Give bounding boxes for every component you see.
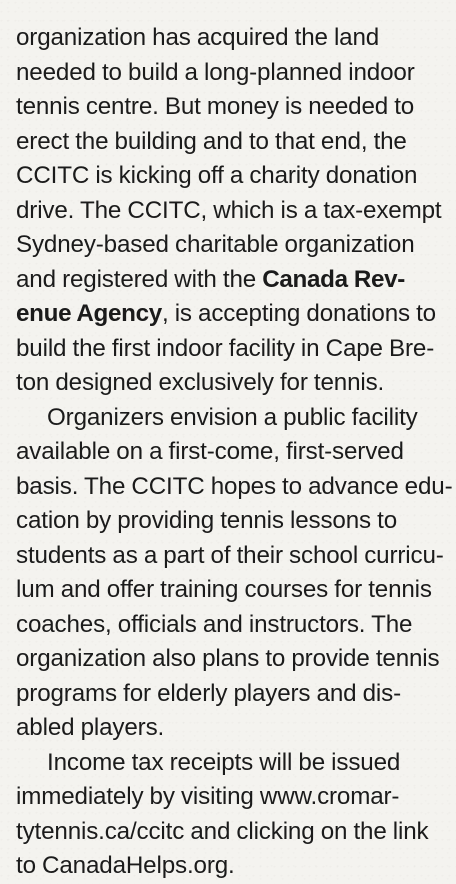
- organization-name-bold: enue Agency: [16, 300, 162, 327]
- paragraph-1: [16, 21, 448, 401]
- text-line: [16, 263, 448, 298]
- text-line: [16, 297, 448, 332]
- text-line: organization also plans to provide tennis: [16, 645, 440, 672]
- text-line: lum and offer training courses for tennis: [16, 576, 432, 603]
- text-line: needed to build a long-planned indoor: [16, 58, 415, 86]
- text-line: Sydney-based charitable organization: [16, 231, 415, 258]
- text-line: students as a part of their school curricu-: [16, 541, 444, 569]
- text-run: , is accepting donations to: [161, 300, 436, 327]
- text-line: erect the building and to that end, the: [16, 127, 407, 155]
- text-line: CCITC is kicking off a charity donation: [16, 162, 418, 189]
- text-line: basis. The CCITC hopes to advance edu-: [16, 472, 453, 500]
- text-line: Organizers envision a public facility: [47, 403, 418, 431]
- text-run: and registered with the: [16, 265, 263, 293]
- text-line: available on a first-come, first-served: [16, 438, 404, 465]
- text-line: cation by providing tennis lessons to: [16, 507, 398, 534]
- text-line: ton designed exclusively for tennis.: [16, 369, 385, 396]
- paragraph-2: [16, 401, 453, 746]
- text-line: coaches, officials and instructors. The: [16, 610, 413, 638]
- organization-name-bold: Canada Rev-: [262, 265, 406, 293]
- text-line: programs for elderly players and dis-: [16, 679, 401, 707]
- text-line: organization has acquired the land: [16, 24, 380, 51]
- paragraph-3: [16, 746, 448, 884]
- text-line: abled players.: [16, 714, 165, 741]
- text-line: build the first indoor facility in Cape Bre-: [16, 334, 435, 362]
- text-line: drive. The CCITC, which is a tax-exempt: [16, 196, 442, 224]
- text-line: Income tax receipts will be issued: [47, 748, 401, 776]
- text-line: tennis centre. But money is needed to: [16, 93, 415, 120]
- text-line: tytennis.ca/ccitc and clicking on the link: [16, 817, 429, 845]
- article-body: [16, 21, 453, 884]
- text-line: immediately by visiting www.cromar-: [16, 783, 400, 810]
- text-line: to CanadaHelps.org.: [16, 852, 235, 879]
